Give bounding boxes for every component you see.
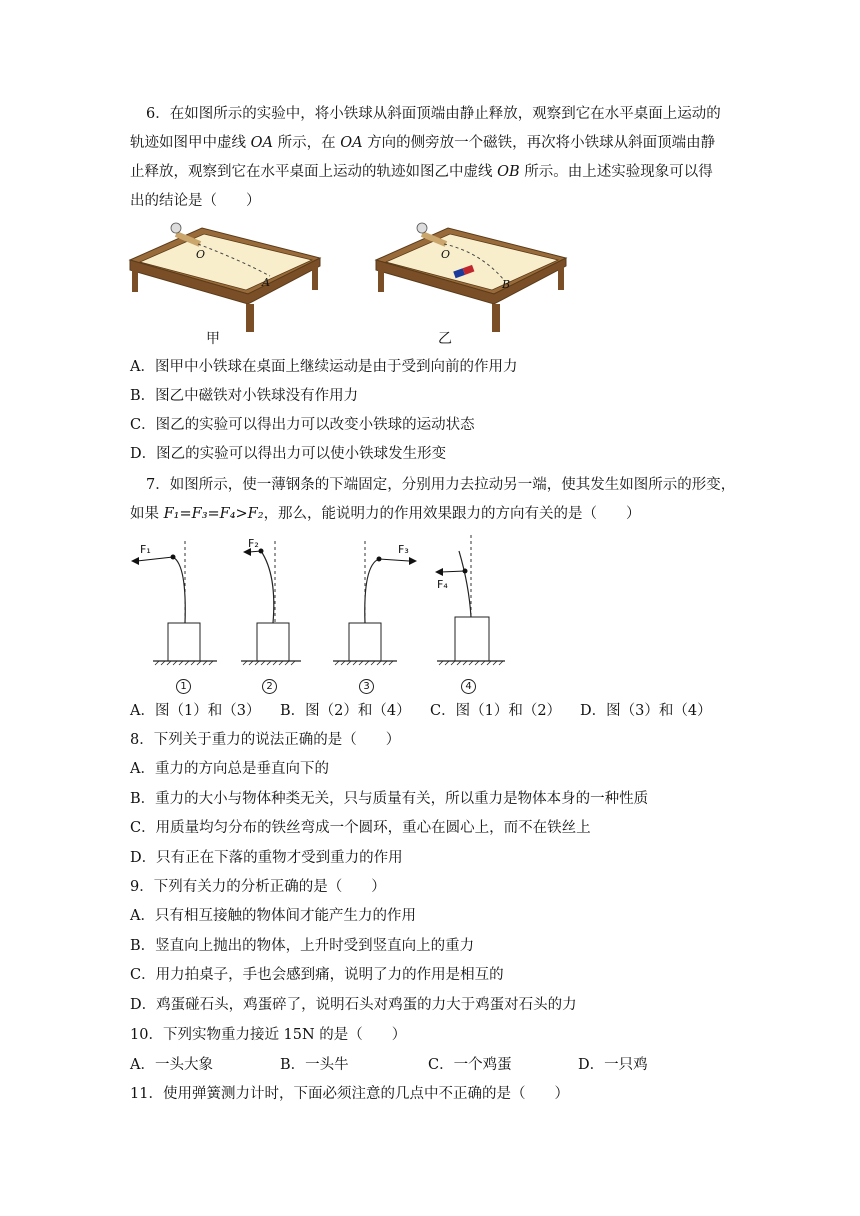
q9-option-b: B．竖直向上抛出的物体，上升时受到竖直向上的重力 bbox=[130, 938, 475, 954]
spring-figure-1 bbox=[131, 541, 217, 665]
q7-option-a: A．图（1）和（3） bbox=[130, 703, 261, 719]
q6-option-d: D．图乙的实验可以得出力可以使小铁球发生形变 bbox=[130, 446, 447, 462]
q8-option-d: D．只有正在下落的重物才受到重力的作用 bbox=[130, 850, 403, 866]
q10-option-a: A．一头大象 bbox=[130, 1057, 213, 1073]
q6-text: 方向的侧旁放一个磁铁，再次将小铁球从斜面顶端由静 bbox=[362, 135, 716, 151]
q7-figure bbox=[125, 535, 515, 675]
q6-figure bbox=[120, 218, 640, 338]
table-right bbox=[376, 223, 566, 332]
q6-stem-line-3 bbox=[130, 162, 713, 182]
table-left bbox=[130, 223, 320, 332]
q9-stem: 9．下列有关力的分析正确的是（ ） bbox=[130, 879, 386, 895]
q6-text: 轨迹如图甲中虚线 bbox=[130, 135, 251, 151]
q6-stem-line-1: 6．在如图所示的实验中，将小铁球从斜面顶端由静止释放，观察到它在水平桌面上运动的 bbox=[146, 106, 721, 122]
q6-var-oa: OA bbox=[340, 135, 363, 151]
q7-option-b: B．图（2）和（4） bbox=[280, 703, 411, 719]
q7-option-d: D．图（3）和（4） bbox=[580, 703, 712, 719]
fig-number-4: 4 bbox=[461, 679, 476, 694]
q10-option-b: B．一头牛 bbox=[280, 1057, 349, 1073]
q6-var-oa: OA bbox=[250, 135, 273, 151]
fig-number-3: 3 bbox=[359, 679, 374, 694]
fig-number-2: 2 bbox=[262, 679, 277, 694]
q6-text: 所示，在 bbox=[272, 135, 341, 151]
q6-var-ob: OB bbox=[497, 164, 520, 180]
q6-caption-left: 甲 bbox=[206, 331, 220, 347]
q10-stem: 10．下列实物重力接近 15N 的是（ ） bbox=[130, 1027, 407, 1043]
q6-label-b: B bbox=[502, 278, 511, 291]
q8-option-a: A．重力的方向总是垂直向下的 bbox=[130, 761, 329, 777]
q9-option-a: A．只有相互接触的物体间才能产生力的作用 bbox=[130, 908, 416, 924]
q7-stem-line-1: 7．如图所示，使一薄钢条的下端固定，分别用力去拉动另一端，使其发生如图所示的形变， bbox=[146, 477, 736, 493]
q6-option-c: C．图乙的实验可以得出力可以改变小铁球的运动状态 bbox=[130, 417, 475, 433]
q7-stem-line-2 bbox=[130, 504, 641, 524]
q10-option-d: D．一只鸡 bbox=[578, 1057, 648, 1073]
q7-text: ，那么，能说明力的作用效果跟力的方向有关的是（ ） bbox=[263, 506, 641, 522]
force-label-f3: F₃ bbox=[398, 543, 409, 556]
q6-stem-line-2 bbox=[130, 133, 715, 153]
force-label-f2: F₂ bbox=[248, 537, 259, 550]
spring-figure-3 bbox=[333, 541, 417, 665]
force-label-f1: F₁ bbox=[140, 543, 151, 556]
q11-stem: 11．使用弹簧测力计时，下面必须注意的几点中不正确的是（ ） bbox=[130, 1086, 569, 1102]
spring-figure-4 bbox=[435, 535, 505, 665]
force-label-f4: F₄ bbox=[437, 578, 448, 591]
q6-label-a: A bbox=[262, 276, 270, 289]
q9-option-c: C．用力拍桌子，手也会感到痛，说明了力的作用是相互的 bbox=[130, 967, 504, 983]
q8-option-b: B．重力的大小与物体种类无关，只与质量有关，所以重力是物体本身的一种性质 bbox=[130, 791, 649, 807]
fig-number-1: 1 bbox=[176, 679, 191, 694]
q6-text: 止释放，观察到它在水平桌面上运动的轨迹如图乙中虚线 bbox=[130, 164, 498, 180]
q7-option-c: C．图（1）和（2） bbox=[430, 703, 562, 719]
q8-option-c: C．用质量均匀分布的铁丝弯成一个圆环，重心在圆心上，而不在铁丝上 bbox=[130, 820, 591, 836]
q7-formula: F₁=F₃=F₄>F₂ bbox=[163, 506, 264, 522]
q10-option-c: C．一个鸡蛋 bbox=[428, 1057, 512, 1073]
q7-text: 如果 bbox=[130, 506, 164, 522]
q6-text: 所示。由上述实验现象可以得 bbox=[519, 164, 713, 180]
q6-option-a: A．图甲中小铁球在桌面上继续运动是由于受到向前的作用力 bbox=[130, 359, 518, 375]
q6-stem-line-4: 出的结论是（ ） bbox=[130, 193, 261, 209]
spring-figure-2 bbox=[241, 541, 301, 665]
q6-label-o-left: O bbox=[196, 248, 206, 261]
q9-option-d: D．鸡蛋碰石头，鸡蛋碎了，说明石头对鸡蛋的力大于鸡蛋对石头的力 bbox=[130, 997, 577, 1013]
q6-label-o-right: O bbox=[441, 248, 451, 261]
q8-stem: 8．下列关于重力的说法正确的是（ ） bbox=[130, 732, 401, 748]
q6-caption-right: 乙 bbox=[438, 331, 452, 347]
q6-option-b: B．图乙中磁铁对小铁球没有作用力 bbox=[130, 388, 359, 404]
